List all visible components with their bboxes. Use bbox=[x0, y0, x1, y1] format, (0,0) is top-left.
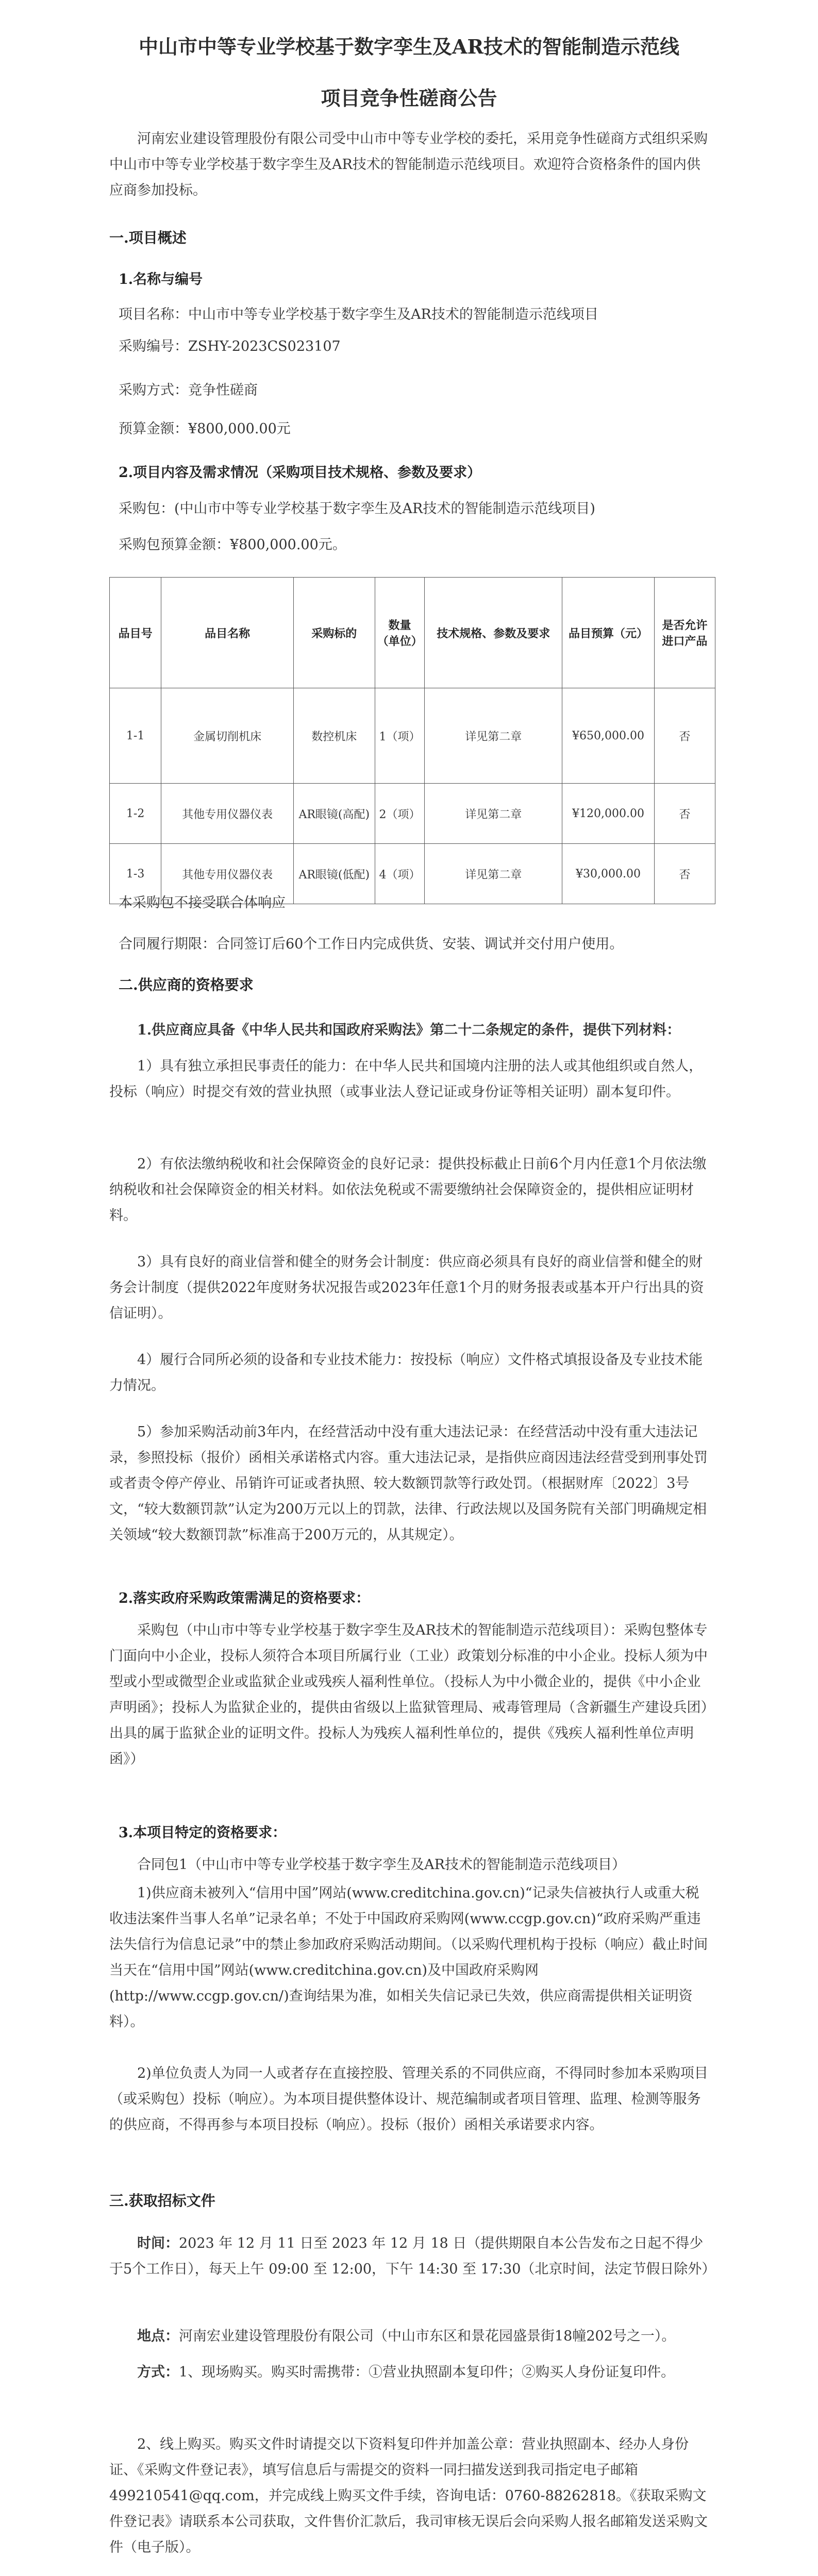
table-cell: 详见第二章 bbox=[425, 844, 562, 904]
package-budget: 采购包预算金额：¥800,000.00元。 bbox=[119, 537, 346, 553]
table-row bbox=[110, 688, 715, 784]
obtain-way-1: 1、现场购买。购买时需携带：①营业执照副本复印件；②购买人身份证复印件。 bbox=[179, 2364, 675, 2380]
header-cell: 品目预算（元） bbox=[562, 578, 655, 688]
intro-paragraph: 河南宏业建设管理股份有限公司受中山市中等专业学校的委托，采用竞争性磋商方式组织采购中山市中等专业学校基于数字孪生及AR技术的智能制造示范线项目。欢迎符合资格条件的国内供应商参加投标。 bbox=[109, 131, 708, 198]
section-heading-overview: 一.项目概述 bbox=[109, 229, 187, 246]
header-cell: 品目号 bbox=[110, 578, 161, 688]
header-cell: 品目名称 bbox=[161, 578, 294, 688]
items-table bbox=[109, 577, 715, 904]
package-line: 采购包：(中山市中等专业学校基于数字孪生及AR技术的智能制造示范线项目) bbox=[119, 501, 595, 517]
obtain-time bbox=[109, 2231, 716, 2282]
policy-paragraph: 采购包（中山市中等专业学校基于数字孪生及AR技术的智能制造示范线项目）：采购包整体专门面向中小企业，投标人须符合本项目所属行业（工业）政策划分标准的中小企业。投标人须为中型或小型或微型企业或监狱企业或残疾人福利性单位。（投标人为中小微企业的，提供《中小企业声明函》；投标人为监狱企业的，提供由省级以上监狱管理局、戒毒管理局（含新疆生产建设兵团）出具的属于监狱企业的证明文件。投标人为残疾人福利性单位的，提供《残疾人福利性单位声明函》） bbox=[109, 1622, 708, 1767]
header-cell: 数量（单位） bbox=[375, 578, 425, 688]
table-cell: 2（项） bbox=[375, 784, 425, 844]
qualification-item: 5）参加采购活动前3年内，在经营活动中没有重大违法记录：在经营活动中没有重大违法记录，参照投标（报价）函相关承诺格式内容。重大违法记录，是指供应商因违法经营受到刑事处罚或者责令停产停业、吊销许可证或者执照、较大数额罚款等行政处罚。（根据财库〔2022〕3号文，“较大数额罚款”认定为200万元以上的罚款，法律、行政法规以及国务院有关部门明确规定相关领域“较大数额罚款”标准高于200万元的，从其规定）。 bbox=[109, 1424, 708, 1543]
table-cell: 否 bbox=[654, 844, 715, 904]
table-cell: 否 bbox=[654, 784, 715, 844]
contract-period: 合同履行期限：合同签订后60个工作日内完成供货、安装、调试并交付用户使用。 bbox=[119, 936, 624, 952]
page-subtitle: 项目竞争性磋商公告 bbox=[321, 87, 497, 110]
table-cell: AR眼镜(高配) bbox=[293, 784, 375, 844]
subheading-name-number: 1.名称与编号 bbox=[119, 272, 203, 287]
project-number: 采购编号：ZSHY-2023CS023107 bbox=[119, 338, 341, 354]
specific-item: 2)单位负责人为同一人或者存在直接控股、管理关系的不同供应商，不得同时参加本采购项目（或采购包）投标（响应）。为本项目提供整体设计、规范编制或者项目管理、监理、检测等服务的供应商，不得再参与本项目投标（响应）。投标（报价）函相关承诺要求内容。 bbox=[109, 2065, 708, 2133]
page-title: 中山市中等专业学校基于数字孪生及AR技术的智能制造示范线 bbox=[138, 35, 680, 58]
budget-amount: 预算金额：¥800,000.00元 bbox=[119, 421, 291, 437]
header-cell: 技术规格、参数及要求 bbox=[425, 578, 562, 688]
table-cell: ¥120,000.00 bbox=[562, 784, 655, 844]
obtain-place-value: 河南宏业建设管理股份有限公司（中山市东区和景花园盛景街18幢202号之一）。 bbox=[179, 2328, 676, 2344]
qualification-item: 1）具有独立承担民事责任的能力：在中华人民共和国境内注册的法人或其他组织或自然人，投标（响应）时提交有效的营业执照（或事业法人登记证或身份证等相关证明）副本复印件。 bbox=[109, 1058, 703, 1100]
table-cell: 数控机床 bbox=[293, 688, 375, 784]
procurement-method: 采购方式：竞争性磋商 bbox=[119, 382, 258, 398]
header-cell: 是否允许进口产品 bbox=[654, 578, 715, 688]
table-cell: 金属切削机床 bbox=[161, 688, 294, 784]
table-cell: 其他专用仪器仪表 bbox=[161, 784, 294, 844]
policy-subheading: 2.落实政府采购政策需满足的资格要求： bbox=[119, 1590, 370, 1606]
obtain-way-label: 方式： bbox=[137, 2364, 179, 2380]
table-cell: ¥30,000.00 bbox=[562, 844, 655, 904]
table-row bbox=[110, 784, 715, 844]
table-cell: 4（项） bbox=[375, 844, 425, 904]
project-name: 项目名称：中山市中等专业学校基于数字孪生及AR技术的智能制造示范线项目 bbox=[119, 307, 598, 323]
header-cell: 采购标的 bbox=[293, 578, 375, 688]
obtain-time-value: 2023 年 12 月 11 日至 2023 年 12 月 18 日（提供期限自本公告发布之日起不得少于5个工作日），每天上午 09:00 至 12:00，下午 14:30 至 17:30（北京时间，法定节假日除外） bbox=[109, 2235, 716, 2277]
table-cell: 详见第二章 bbox=[425, 688, 562, 784]
table-cell: 1-1 bbox=[110, 688, 161, 784]
specific-subheading: 3.本项目特定的资格要求： bbox=[119, 1825, 287, 1841]
specific-item: 1)供应商未被列入“信用中国”网站(www.creditchina.gov.cn)“记录失信被执行人或重大税收违法案件当事人名单”记录名单；不处于中国政府采购网(www.ccgp.gov.cn)“政府采购严重违法失信行为信息记录”中的禁止参加政府采购活动期间。（以采购代理机构于投标（响应）截止时间当天在“信用中国”网站(www.creditchina.gov.cn)及中国政府采购网(http://www.ccgp.gov.cn/)查询结果为准，如相关失信记录已失效，供应商需提供相关证明资料）。 bbox=[109, 1885, 708, 2030]
qualification-item: 4）履行合同所必须的设备和专业技术能力：按投标（响应）文件格式填报设备及专业技术能力情况。 bbox=[109, 1352, 703, 1394]
qualification-item: 3）具有良好的商业信誉和健全的财务会计制度：供应商必须具有良好的商业信誉和健全的财务会计制度（提供2022年度财务状况报告或2023年任意1个月的财务报表或基本开户行出具的资信证明）。 bbox=[109, 1254, 704, 1321]
obtain-time-label: 时间： bbox=[137, 2235, 179, 2251]
table-cell: 1-2 bbox=[110, 784, 161, 844]
table-cell: 否 bbox=[654, 688, 715, 784]
subheading-project-content: 2.项目内容及需求情况（采购项目技术规格、参数及要求） bbox=[119, 465, 481, 481]
section-heading-obtain-docs: 三.获取招标文件 bbox=[109, 2192, 215, 2209]
table-cell: ¥650,000.00 bbox=[562, 688, 655, 784]
qualification-item: 2）有依法缴纳税收和社会保障资金的良好记录：提供投标截止日前6个月内任意1个月依法缴纳税收和社会保障资金的相关材料。如依法免税或不需要缴纳社会保障资金的，提供相应证明材料。 bbox=[109, 1156, 707, 1224]
table-cell: 其他专用仪器仪表 bbox=[161, 844, 294, 904]
qualification-subheading: 1.供应商应具备《中华人民共和国政府采购法》第二十二条规定的条件，提供下列材料： bbox=[137, 1022, 681, 1038]
section-heading-qualifications: 二.供应商的资格要求 bbox=[119, 976, 254, 993]
obtain-way bbox=[109, 2360, 712, 2385]
obtain-way-2: 2、线上购买。购买文件时请提交以下资料复印件并加盖公章：营业执照副本、经办人身份证、《采购文件登记表》，填写信息后与需提交的资料一同扫描发送到我司指定电子邮箱499210541@qq.com，并完成线上购买文件手续，咨询电话：0760-88262818。《获取采购文件登记表》请联系本公司获取，文件售价汇款后，我司审核无误后会向采购人报名邮箱发送采购文件（电子版）。 bbox=[109, 2436, 708, 2555]
table-cell: 1（项） bbox=[375, 688, 425, 784]
obtain-place-label: 地点： bbox=[137, 2328, 179, 2344]
table-header-row bbox=[110, 578, 715, 688]
table-cell: 详见第二章 bbox=[425, 784, 562, 844]
consortium-note: 本采购包不接受联合体响应 bbox=[119, 895, 286, 911]
table-cell: 1-3 bbox=[110, 844, 161, 904]
obtain-place bbox=[109, 2324, 712, 2349]
table-cell: AR眼镜(低配) bbox=[293, 844, 375, 904]
specific-intro: 合同包1（中山市中等专业学校基于数字孪生及AR技术的智能制造示范线项目） bbox=[137, 1857, 626, 1873]
